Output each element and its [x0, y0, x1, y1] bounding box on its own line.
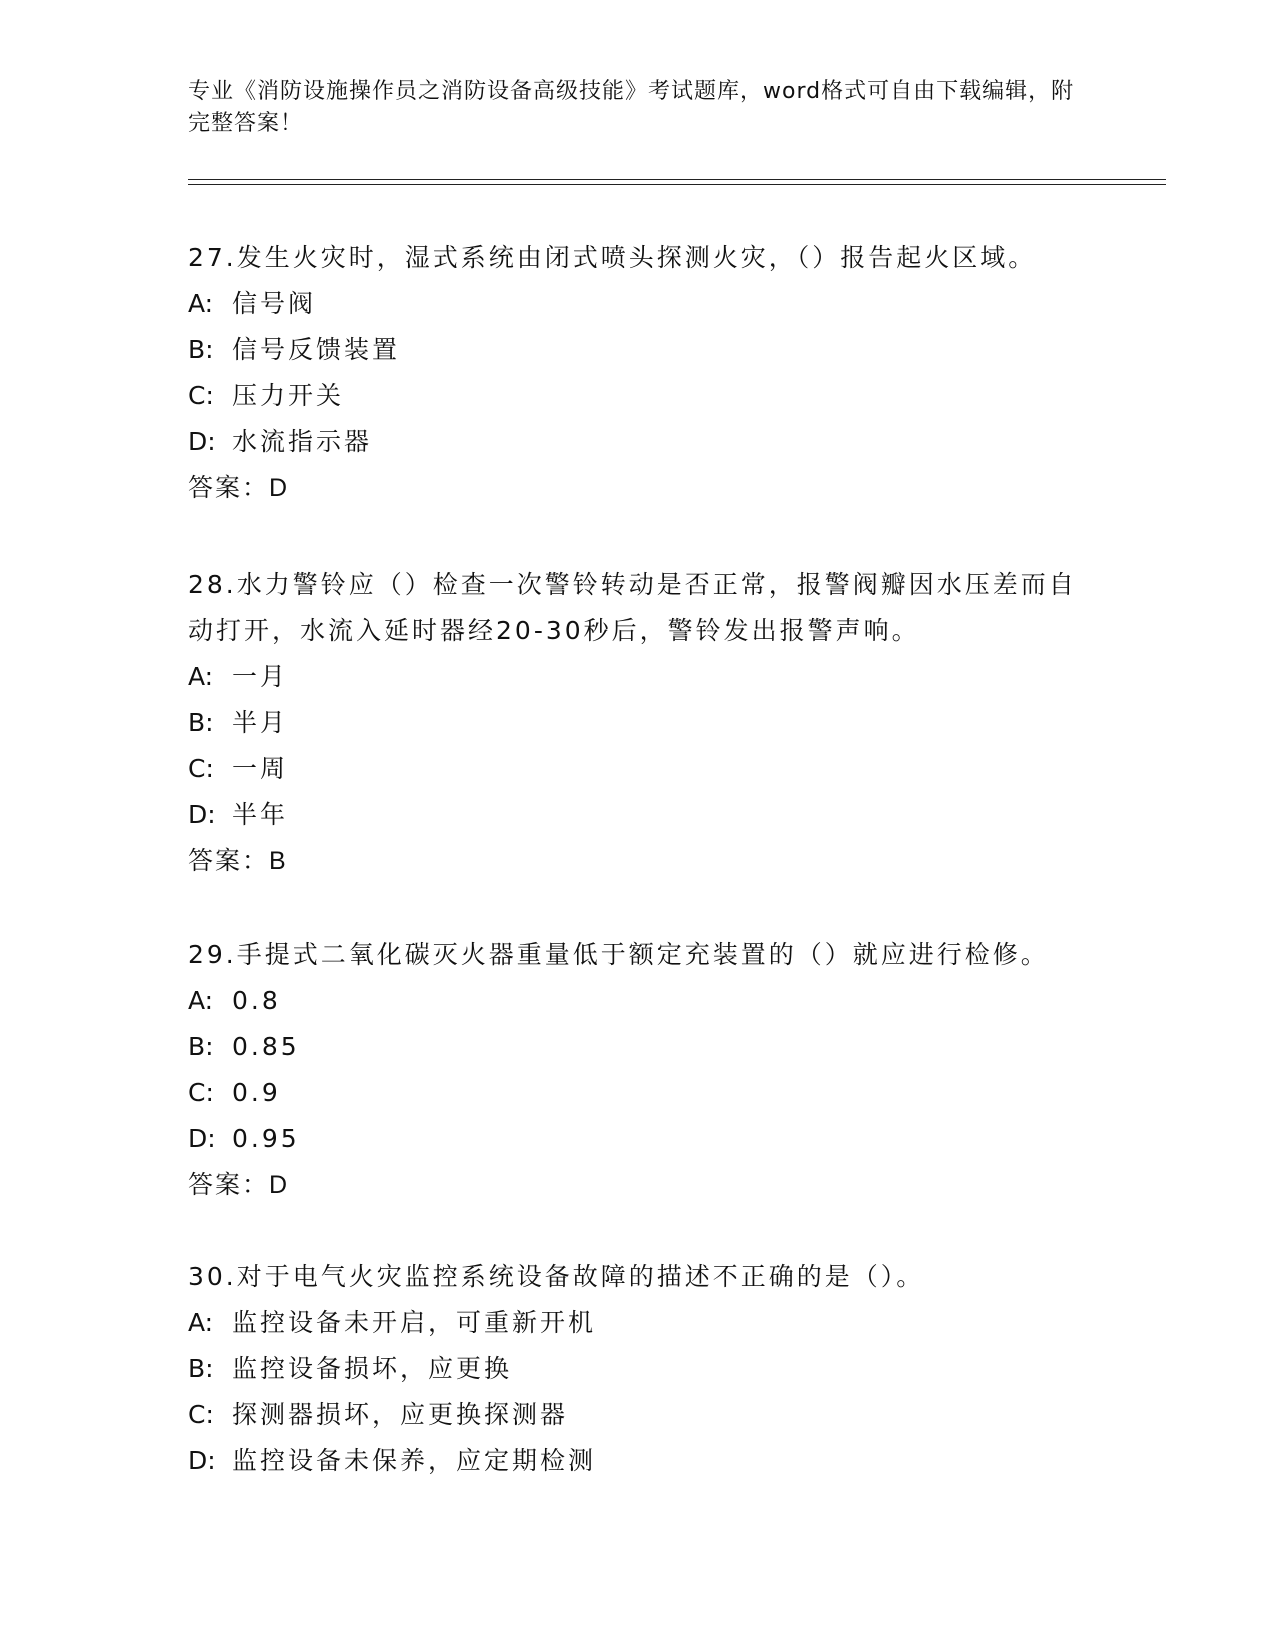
option-text: 信号阀 — [232, 289, 317, 318]
option-key: A: — [188, 289, 214, 318]
option-key: D: — [188, 800, 216, 829]
question-title: 29.手提式二氧化碳灭火器重量低于额定充装置的（）就应进行检修。 — [188, 940, 1049, 969]
option-key: A: — [188, 1308, 214, 1337]
option-key: B: — [188, 1032, 214, 1061]
option-key: C: — [188, 754, 214, 783]
option-a — [188, 978, 1088, 1024]
option-d — [188, 1116, 1088, 1162]
answer-line — [188, 465, 1088, 511]
option-c — [188, 1070, 1088, 1116]
option-text: 半月 — [232, 708, 289, 737]
option-a — [188, 654, 1088, 700]
question-title: 28.水力警铃应（）检查一次警铃转动是否正常，报警阀瓣因水压差而自动打开，水流入延时器经20-30秒后，警铃发出报警声响。 — [188, 570, 1077, 645]
option-text: 一月 — [232, 662, 289, 691]
answer-line — [188, 1162, 1088, 1208]
option-text: 0.9 — [232, 1078, 281, 1107]
option-key: B: — [188, 1354, 214, 1383]
option-d — [188, 792, 1088, 838]
option-b — [188, 700, 1088, 746]
option-key: C: — [188, 381, 214, 410]
answer-value: B — [269, 847, 287, 875]
option-text: 0.8 — [232, 986, 281, 1015]
option-c — [188, 746, 1088, 792]
answer-value: D — [269, 474, 289, 502]
header-divider-top — [188, 179, 1166, 180]
option-d — [188, 1438, 1088, 1484]
document-header: 专业《消防设施操作员之消防设备高级技能》考试题库，word格式可自由下载编辑，附完整答案！ — [188, 79, 1075, 136]
option-key: D: — [188, 1446, 216, 1475]
answer-label: 答案： — [188, 1170, 270, 1199]
option-key: B: — [188, 708, 214, 737]
option-key: A: — [188, 662, 214, 691]
question-title: 27.发生火灾时，湿式系统由闭式喷头探测火灾，（）报告起火区域。 — [188, 243, 1037, 272]
option-c — [188, 1392, 1088, 1438]
answer-label: 答案： — [188, 473, 270, 502]
option-a — [188, 1300, 1088, 1346]
option-text: 探测器损坏，应更换探测器 — [232, 1400, 569, 1429]
option-key: B: — [188, 335, 214, 364]
answer-value: D — [269, 1171, 289, 1199]
question-title: 30.对于电气火灾监控系统设备故障的描述不正确的是（）。 — [188, 1262, 925, 1291]
question-30 — [188, 1254, 1088, 1484]
option-text: 水流指示器 — [232, 427, 373, 456]
option-a — [188, 281, 1088, 327]
option-key: D: — [188, 427, 216, 456]
option-text: 监控设备未保养，应定期检测 — [232, 1446, 597, 1475]
option-b — [188, 327, 1088, 373]
option-text: 一周 — [232, 754, 289, 783]
answer-line — [188, 838, 1088, 884]
header-divider-bottom — [188, 184, 1166, 185]
option-key: D: — [188, 1124, 216, 1153]
answer-label: 答案： — [188, 846, 270, 875]
option-key: A: — [188, 986, 214, 1015]
option-text: 监控设备损坏，应更换 — [232, 1354, 513, 1383]
question-27 — [188, 235, 1088, 511]
option-text: 信号反馈装置 — [232, 335, 401, 364]
option-text: 压力开关 — [232, 381, 345, 410]
option-key: C: — [188, 1400, 214, 1429]
option-b — [188, 1024, 1088, 1070]
option-key: C: — [188, 1078, 214, 1107]
question-28 — [188, 562, 1088, 884]
question-29 — [188, 932, 1088, 1208]
option-text: 0.95 — [232, 1124, 300, 1153]
option-c — [188, 373, 1088, 419]
option-b — [188, 1346, 1088, 1392]
option-d — [188, 419, 1088, 465]
option-text: 监控设备未开启，可重新开机 — [232, 1308, 597, 1337]
option-text: 0.85 — [232, 1032, 300, 1061]
option-text: 半年 — [232, 800, 289, 829]
